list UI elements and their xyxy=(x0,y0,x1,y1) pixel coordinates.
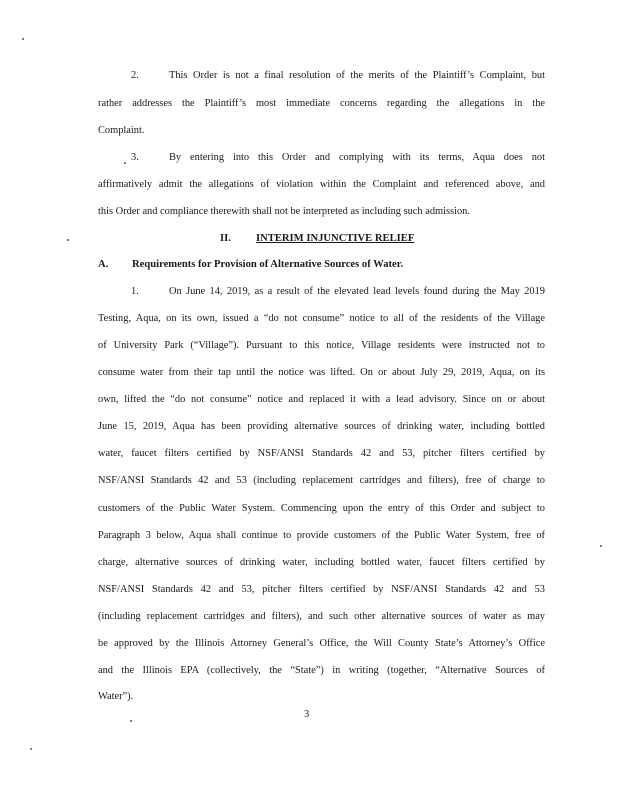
paragraph-a1-line-4: consume water from their tap until the notice was lifted. On or about July 29, 2019, Aqua, on its xyxy=(98,367,545,378)
paragraph-3-line-2: affirmatively admit the allegations of violation within the Complaint and referenced above, and xyxy=(98,179,545,190)
scan-speck xyxy=(67,239,69,241)
paragraph-a1-line-16: Water”). xyxy=(98,691,134,702)
paragraph-a1-line-8: NSF/ANSI Standards 42 and 53 (including replacement cartridges and filters), free of charge to xyxy=(98,475,545,486)
paragraph-a1-line-6: June 15, 2019, Aqua has been providing alternative sources of drinking water, including bottled xyxy=(98,421,545,432)
paragraph-number: 3. xyxy=(131,152,139,163)
paragraph-a1-line-12: NSF/ANSI Standards 42 and 53, pitcher filters certified by NSF/ANSI Standards 42 and 53 xyxy=(98,584,545,595)
paragraph-2-line-3: Complaint. xyxy=(98,125,145,136)
paragraph-a1-line-15: and the Illinois EPA (collectively, the “State”) in writing (together, “Alternative Sources of xyxy=(98,665,545,676)
paragraph-a1-line-13: (including replacement cartridges and filters), and such other alternative sources of water as may xyxy=(98,611,545,622)
scan-speck xyxy=(124,162,126,164)
subsection-letter: A. xyxy=(98,259,109,270)
subsection-heading xyxy=(98,259,403,270)
paragraph-3-line-1: 3. By entering into this Order and complying with its terms, Aqua does not xyxy=(131,152,545,163)
scan-speck xyxy=(22,38,24,40)
paragraph-a1-line-7: water, faucet filters certified by NSF/ANSI Standards 42 and 53, pitcher filters certified by xyxy=(98,448,545,459)
paragraph-a1-line-3: of University Park (“Village”). Pursuant to this notice, Village residents were instructed not to xyxy=(98,340,545,351)
paragraph-a1-line-1: 1. On June 14, 2019, as a result of the elevated lead levels found during the May 2019 xyxy=(131,286,545,297)
paragraph-a1-line-9: customers of the Public Water System. Commencing upon the entry of this Order and subject to xyxy=(98,503,545,514)
paragraph-a1-line-14: be approved by the Illinois Attorney General’s Office, the Will County State’s Attorney’s Office xyxy=(98,638,545,649)
subsection-title: Requirements for Provision of Alternative Sources of Water. xyxy=(132,259,404,270)
paragraph-2-line-1: 2. This Order is not a final resolution of the merits of the Plaintiff’s Complaint, but xyxy=(131,70,545,81)
paragraph-3-line-3: this Order and compliance therewith shall not be interpreted as including such admission. xyxy=(98,206,470,217)
scan-speck xyxy=(130,720,132,722)
section-roman: II. xyxy=(220,233,231,244)
section-title: INTERIM INJUNCTIVE RELIEF xyxy=(256,233,415,244)
scan-speck xyxy=(600,545,602,547)
paragraph-number: 1. xyxy=(131,286,139,297)
paragraph-number: 2. xyxy=(131,70,139,81)
paragraph-a1-line-5: own, lifted the “do not consume” notice and replaced it with a lead advisory. Since on or about xyxy=(98,394,545,405)
paragraph-a1-line-11: charge, alternative sources of drinking water, including bottled water, faucet filters certified by xyxy=(98,557,545,568)
page-number: 3 xyxy=(304,709,310,720)
paragraph-a1-line-10: Paragraph 3 below, Aqua shall continue to provide customers of the Public Water System, free of xyxy=(98,530,545,541)
section-heading xyxy=(220,233,414,244)
paragraph-a1-line-2: Testing, Aqua, on its own, issued a “do not consume” notice to all of the residents of the Village xyxy=(98,313,545,324)
paragraph-2-line-2: rather addresses the Plaintiff’s most immediate concerns regarding the allegations in the xyxy=(98,98,545,109)
scan-speck xyxy=(30,748,32,750)
